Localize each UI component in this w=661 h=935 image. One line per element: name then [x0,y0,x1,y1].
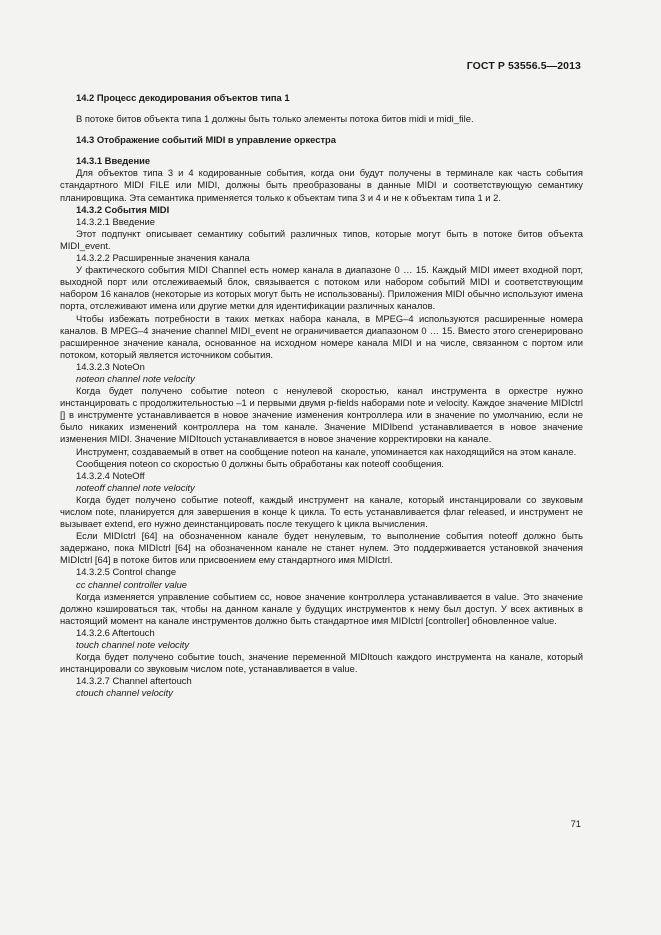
paragraph: 14.3.2.4 NoteOff [76,469,145,481]
page-number: 71 [570,818,581,829]
paragraph: Когда будет получено событие touch, значение переменной MIDItouch каждого инструмента на канале, который инстанцировали со звуковым числом note, устанавливается в value. [60,651,583,675]
paragraph: Инструмент, создаваемый в ответ на сообщение noteon на канале, упоминается как находящийся на этом канале. [76,445,577,457]
paragraph: Для объектов типа 3 и 4 кодированные события, когда они будут получены в терминале как часть события стандартного MIDI FILE или MIDI, должны быть преобразованы в данные MIDI и соответствующую семантику планировщика. Эта семантика применяется только к объектам типа 3 и 4 и не к объектам типа 1 и 2. [60,167,583,203]
paragraph: 14.3.2.3 NoteOn [76,360,145,372]
paragraph: Когда изменяется управление событием cc, новое значение контроллера устанавливается в value. Это значение должно кэшироваться так, чтобы на данном канале у будущих инструментов к нему был доступ. У всех активных в настоящий момент на канале инструментов должно быть стандартное имя MIDIctrl [controller] обновленное value. [60,590,583,626]
paragraph: touch channel note velocity [76,639,190,651]
paragraph: 14.3.2.5 Control change [76,566,177,578]
paragraph: Сообщения noteon со скоростью 0 должны быть обработаны как noteoff сообщения. [76,457,445,469]
document-body [60,92,583,700]
paragraph: Чтобы избежать потребности в таких метках набора канала, в MPEG–4 используются расширенные номера каналов. В MPEG–4 значение channel MIDI_event не ограничивается диапазоном 0 … 15. Вместо этого сгенерировано расширенное значение канала, основанное на исходном номере канала MIDI и на числе, связанном с портом или потоком, который является источником события. [60,312,583,360]
paragraph: noteoff channel note velocity [76,481,195,493]
paragraph: Если MIDIctrl [64] на обозначенном канале будет ненулевым, то выполнение события noteoff должно быть задержано, пока MIDIctrl [64] на обозначенном канале не станет нулем. Это поддерживается установкой значения MIDIctrl [64] в потоке битов или присвоением ему стандартного имя MIDIctrl. [60,530,583,566]
section-heading: 14.3.1 Введение [76,155,151,167]
paragraph: У фактического события MIDI Channel есть номер канала в диапазоне 0 … 15. Каждый MIDI имеет входной порт, выходной порт или отслеживаемый блок, связывается с потоком или набором событий MIDI и соответствующим набором 16 каналов (некоторые из которых могут быть не использованы). Приложения MIDI обычно используют имена порта, отслеживают имена или другие метки для идентификации различных каналов. [60,264,583,312]
paragraph: Этот подпункт описывает семантику событий различных типов, которые могут быть в потоке битов объекта MIDI_event. [60,227,583,251]
paragraph: 14.3.2.1 Введение [76,215,155,227]
paragraph: В потоке битов объекта типа 1 должны быть только элементы потока битов midi и midi_file. [76,113,474,125]
paragraph: 14.3.2.7 Channel aftertouch [76,675,192,687]
paragraph: Когда будет получено событие noteoff, каждый инструмент на канале, который инстанцировали со звуковым числом note, планируется для завершения в конце k цикла. То есть устанавливается флаг released, и инструмент не вызывает extend, его нужно деинстанцировать после текущего k цикла вычисления. [60,493,583,530]
paragraph: 14.3.2.6 Aftertouch [76,626,155,638]
paragraph: Когда будет получено событие noteon с ненулевой скоростью, канал инструмента в оркестре нужно инстанцировать с продолжительностью –1 и первыми двумя p-fields наборами note и velocity. Каждое значение MIDIctrl [] в инструменте устанавливается в новое значение изменения контроллера или в значение по умолчанию, если не было никаких изменений контроллера на том канале. Значение MIDIbend устанавливается в новое значение изменения MIDI. Значение MIDItouch устанавливается в новое значение корректировки на канале. [60,385,583,445]
section-heading: 14.3.2 События MIDI [76,203,170,215]
standard-header: ГОСТ Р 53556.5—2013 [466,60,581,72]
section-heading: 14.2 Процесс декодирования объектов типа 1 [76,92,290,103]
section-heading: 14.3 Отображение событий MIDI в управление оркестра [76,134,336,146]
paragraph: 14.3.2.2 Расширенные значения канала [76,252,250,264]
paragraph: ctouch channel velocity [76,687,173,699]
paragraph: cc channel controller value [76,578,187,590]
paragraph: noteon channel note velocity [76,372,195,384]
